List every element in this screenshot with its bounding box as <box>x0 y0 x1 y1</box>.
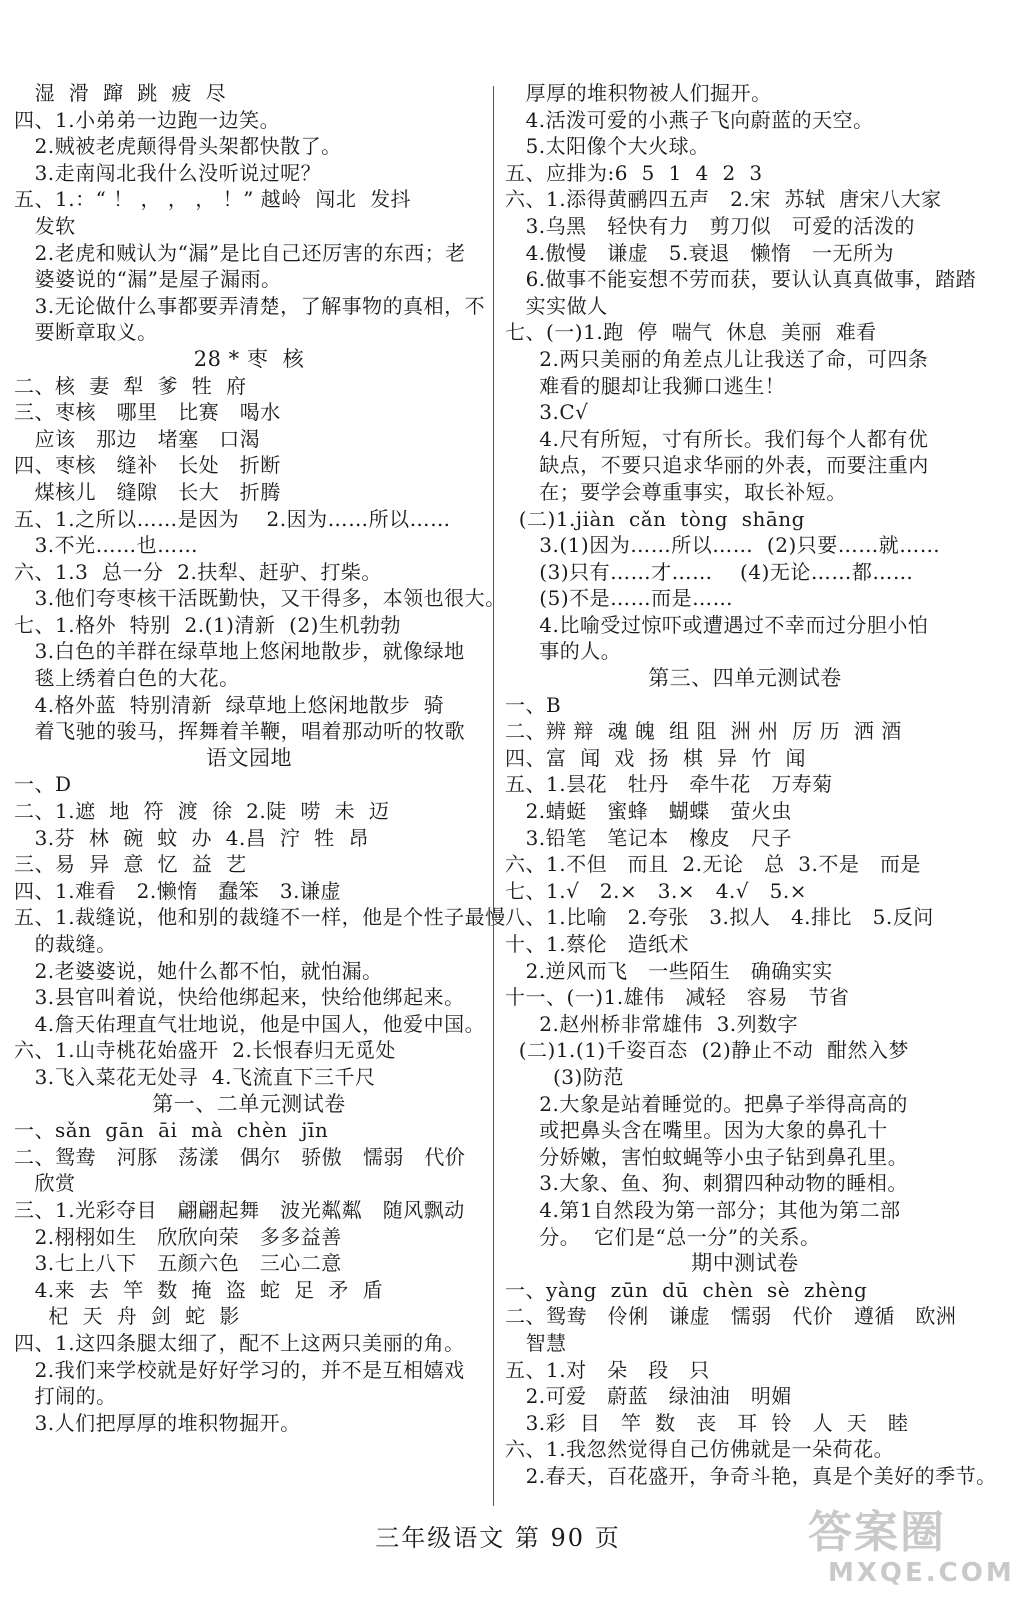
answer-line: 四、富 闻 戏 扬 棋 异 竹 闻 <box>505 745 807 770</box>
watermark-text-bottom: MXQE.COM <box>828 1558 1015 1588</box>
answer-line: 七、1.√ 2.× 3.× 4.√ 5.× <box>505 878 807 903</box>
answer-line: 一、D <box>14 772 72 797</box>
answer-line: 2.可爱 蔚蓝 绿油油 明媚 <box>505 1384 792 1409</box>
answer-line: 2.大象是站着睡觉的。把鼻子举得高高的 <box>505 1091 908 1116</box>
answer-line: 要断章取义。 <box>14 320 158 345</box>
answer-line: 杞 天 舟 剑 蛇 影 <box>14 1304 240 1329</box>
answer-line: 五、1.昙花 牡丹 牵牛花 万寿菊 <box>505 772 833 797</box>
answer-line: 一、B <box>505 692 562 717</box>
answer-line: 3.人们把厚厚的堆积物掘开。 <box>14 1410 301 1435</box>
answer-line: 五、1.对 朵 段 只 <box>505 1357 710 1382</box>
answer-line: (二)1.jiàn cǎn tòng shāng <box>505 506 805 531</box>
answer-line: 毯上绣着白色的大花。 <box>14 666 240 691</box>
answer-line: 十、1.蔡伦 造纸术 <box>505 932 690 956</box>
answer-line: 2.栩栩如生 欣欣向荣 多多益善 <box>14 1224 342 1249</box>
answer-line: 3.C√ <box>505 400 589 425</box>
answer-line: (3)防范 <box>505 1064 624 1089</box>
answer-line: 2.蜻蜓 蜜蜂 蝴蝶 萤火虫 <box>505 799 792 824</box>
answer-line: 3.飞入菜花无处寻 4.飞流直下三千尺 <box>14 1064 376 1089</box>
answer-line: 四、1.这四条腿太细了，配不上这两只美丽的角。 <box>14 1330 465 1355</box>
section-title: 第一、二单元测试卷 <box>152 1091 346 1116</box>
answer-line: 的裁缝。 <box>14 932 117 956</box>
answer-line: 厚厚的堆积物被人们掘开。 <box>505 81 772 105</box>
answer-line: 难看的腿却让我狮口逃生！ <box>505 373 786 398</box>
answer-line: 3.七上八下 五颜六色 三心二意 <box>14 1251 342 1276</box>
answer-line: (3)只有……才…… (4)无论……都…… <box>505 559 914 584</box>
answer-line: 或把鼻头含在嘴里。因为大象的鼻孔十 <box>505 1118 888 1143</box>
answer-line: 2.我们来学校就是好好学习的，并不是互相嬉戏 <box>14 1357 465 1382</box>
answer-line: 4.尺有所短，寸有所长。我们每个人都有优 <box>505 426 929 451</box>
answer-line: 六、1.山寺桃花始盛开 2.长恨春归无觅处 <box>14 1038 396 1063</box>
answer-line: 实实做人 <box>505 293 608 318</box>
section-title: 第三、四单元测试卷 <box>648 666 842 691</box>
watermark-text-top: 答案圈 <box>808 1507 946 1558</box>
answer-line: (5)不是……而是…… <box>505 586 734 611</box>
answer-line: 打闹的。 <box>14 1384 117 1409</box>
answer-line: 3.无论做什么事都要弄清楚，了解事物的真相，不 <box>14 293 486 318</box>
answer-line: 3.他们夸枣核干活既勤快，又干得多，本领也很大。 <box>14 586 506 611</box>
answer-line: 六、1.我忽然觉得自己仿佛就是一朵荷花。 <box>505 1437 895 1462</box>
answer-line: 2.春天，百花盛开，争奇斗艳，真是个美好的季节。 <box>505 1463 997 1488</box>
answer-line: 二、鸳鸯 河豚 荡漾 偶尔 骄傲 懦弱 代价 <box>14 1144 466 1169</box>
column-divider <box>493 86 494 1506</box>
answer-line: 煤核儿 缝隙 长大 折腾 <box>14 479 281 504</box>
answer-line: 4.第1自然段为第一部分；其他为第二部 <box>505 1197 901 1222</box>
answer-line: 四、1.难看 2.懒惰 蠢笨 3.谦虚 <box>14 878 341 903</box>
answer-line: 二、鸳鸯 伶俐 谦虚 懦弱 代价 遵循 欧洲 <box>505 1304 957 1329</box>
answer-line: 五、1.裁缝说，他和别的裁缝不一样，他是个性子最慢 <box>14 905 506 930</box>
answer-line: 2.两只美丽的角差点儿让我送了命，可四条 <box>505 346 929 371</box>
answer-line: (二)1.(1)千姿百态 (2)静止不动 酣然入梦 <box>505 1038 909 1063</box>
left-column <box>14 80 506 1436</box>
answer-line: 3.芬 林 碗 蚊 办 4.昌 泞 牲 昂 <box>14 825 369 850</box>
answer-line: 婆婆说的“漏”是屋子漏雨。 <box>14 267 282 292</box>
answer-line: 3.铅笔 笔记本 橡皮 尺子 <box>505 825 792 850</box>
answer-line: 四、枣核 缝补 长处 折断 <box>14 453 281 478</box>
answer-line: 三、易 异 意 忆 益 艺 <box>14 852 247 877</box>
answer-line: 三、1.光彩夺目 翩翩起舞 波光粼粼 随风飘动 <box>14 1197 465 1222</box>
section-title: 语文园地 <box>206 745 292 770</box>
answer-line: 五、1.：“ ！ ， ， ， ！” 越岭 闯北 发抖 <box>14 187 412 212</box>
page-footer: 三年级语文 第 90 页 <box>375 1524 621 1552</box>
answer-line: 十一、(一)1.雄伟 减轻 容易 节省 <box>505 985 850 1010</box>
answer-line: 着飞驰的骏马，挥舞着羊鞭，唱着那动听的牧歌 <box>14 719 466 744</box>
answer-line: 4.比喻受过惊吓或遭遇过不幸而过分胆小怕 <box>505 612 929 637</box>
answer-line: 二、辨 辩 魂 魄 组 阻 洲 州 厉 历 洒 酒 <box>505 719 902 744</box>
answer-line: 六、1.不但 而且 2.无论 总 3.不是 而是 <box>505 852 921 877</box>
answer-line: 六、1.3 总一分 2.扶犁、赶驴、打柴。 <box>14 559 382 584</box>
answer-line: 3.彩 目 竿 数 丧 耳 铃 人 天 睦 <box>505 1410 909 1435</box>
section-title: 28 * 枣 核 <box>193 346 305 371</box>
answer-line: 6.做事不能妄想不劳而获，要认认真真做事，踏踏 <box>505 267 977 292</box>
answer-line: 3.走南闯北我什么没听说过呢？ <box>14 160 322 185</box>
answer-line: 六、1.添得黄鹂四五声 2.宋 苏轼 唐宋八大家 <box>505 187 942 212</box>
answer-line: 分娇嫩，害怕蚊蝇等小虫子钻到鼻孔里。 <box>505 1144 909 1169</box>
answer-line: 一、sǎn gān āi mà chèn jīn <box>14 1118 329 1143</box>
answer-line: 在；要学会尊重事实，取长补短。 <box>505 479 847 504</box>
answer-line: 2.赵州桥非常雄伟 3.列数字 <box>505 1011 799 1036</box>
answer-line: 3.乌黑 轻快有力 剪刀似 可爱的活泼的 <box>505 213 915 238</box>
answer-line: 4.傲慢 谦虚 5.衰退 懒惰 一无所为 <box>505 240 895 265</box>
answer-line: 欣赏 <box>14 1171 76 1196</box>
answer-line: 二、核 妻 犁 爹 牲 府 <box>14 373 247 398</box>
right-column <box>505 80 997 1489</box>
answer-line: 4.来 去 竿 数 掩 盗 蛇 足 矛 盾 <box>14 1277 384 1302</box>
answer-line: 五、应排为:6 5 1 4 2 3 <box>505 160 763 185</box>
answer-line: 发软 <box>14 213 76 238</box>
answer-line: 五、1.之所以……是因为 2.因为……所以…… <box>14 506 451 531</box>
answer-line: 3.不光……也…… <box>14 533 199 558</box>
section-title: 期中测试卷 <box>691 1251 799 1276</box>
answer-line: 3.大象、鱼、狗、刺猬四种动物的睡相。 <box>505 1171 908 1196</box>
answer-line: 湿 滑 蹿 跳 疲 尽 <box>14 81 227 105</box>
answer-line: 4.詹天佑理直气壮地说，他是中国人，他爱中国。 <box>14 1011 486 1036</box>
answer-line: 3.白色的羊群在绿草地上悠闲地散步，就像绿地 <box>14 639 465 664</box>
answer-line: 应该 那边 堵塞 口渴 <box>14 426 261 451</box>
answer-line: 4.格外蓝 特别清新 绿草地上悠闲地散步 骑 <box>14 692 445 717</box>
answer-line: 七、1.格外 特别 2.(1)清新 (2)生机勃勃 <box>14 612 401 637</box>
answer-line: 缺点，不要只追求华丽的外表，而要注重内 <box>505 453 929 478</box>
watermark-logo <box>808 1507 1015 1594</box>
answer-line: 八、1.比喻 2.夸张 3.拟人 4.排比 5.反问 <box>505 905 934 930</box>
answer-line: 2.老虎和贼认为“漏”是比自己还厉害的东西；老 <box>14 240 466 265</box>
answer-line: 2.老婆婆说，她什么都不怕，就怕漏。 <box>14 958 383 983</box>
answer-line: 分。 它们是“总一分”的关系。 <box>505 1224 821 1249</box>
answer-line: 4.活泼可爱的小燕子飞向蔚蓝的天空。 <box>505 107 874 132</box>
answer-line: 四、1.小弟弟一边跑一边笑。 <box>14 107 281 132</box>
answer-line: 七、(一)1.跑 停 喘气 休息 美丽 难看 <box>505 320 877 345</box>
answer-line: 一、yàng zūn dū chèn sè zhèng <box>505 1277 868 1302</box>
answer-line: 三、枣核 哪里 比赛 喝水 <box>14 400 281 425</box>
answer-line: 3.县官叫着说，快给他绑起来，快给他绑起来。 <box>14 985 465 1010</box>
answer-line: 智慧 <box>505 1330 567 1355</box>
answer-line: 3.(1)因为……所以…… (2)只要……就…… <box>505 533 941 558</box>
answer-line: 二、1.遮 地 符 渡 徐 2.陡 唠 未 迈 <box>14 799 390 824</box>
answer-line: 事的人。 <box>505 639 622 664</box>
answer-line: 5.太阳像个大火球。 <box>505 134 710 159</box>
answer-line: 2.逆风而飞 一些陌生 确确实实 <box>505 958 833 983</box>
answer-line: 2.贼被老虎颠得骨头架都快散了。 <box>14 134 342 159</box>
